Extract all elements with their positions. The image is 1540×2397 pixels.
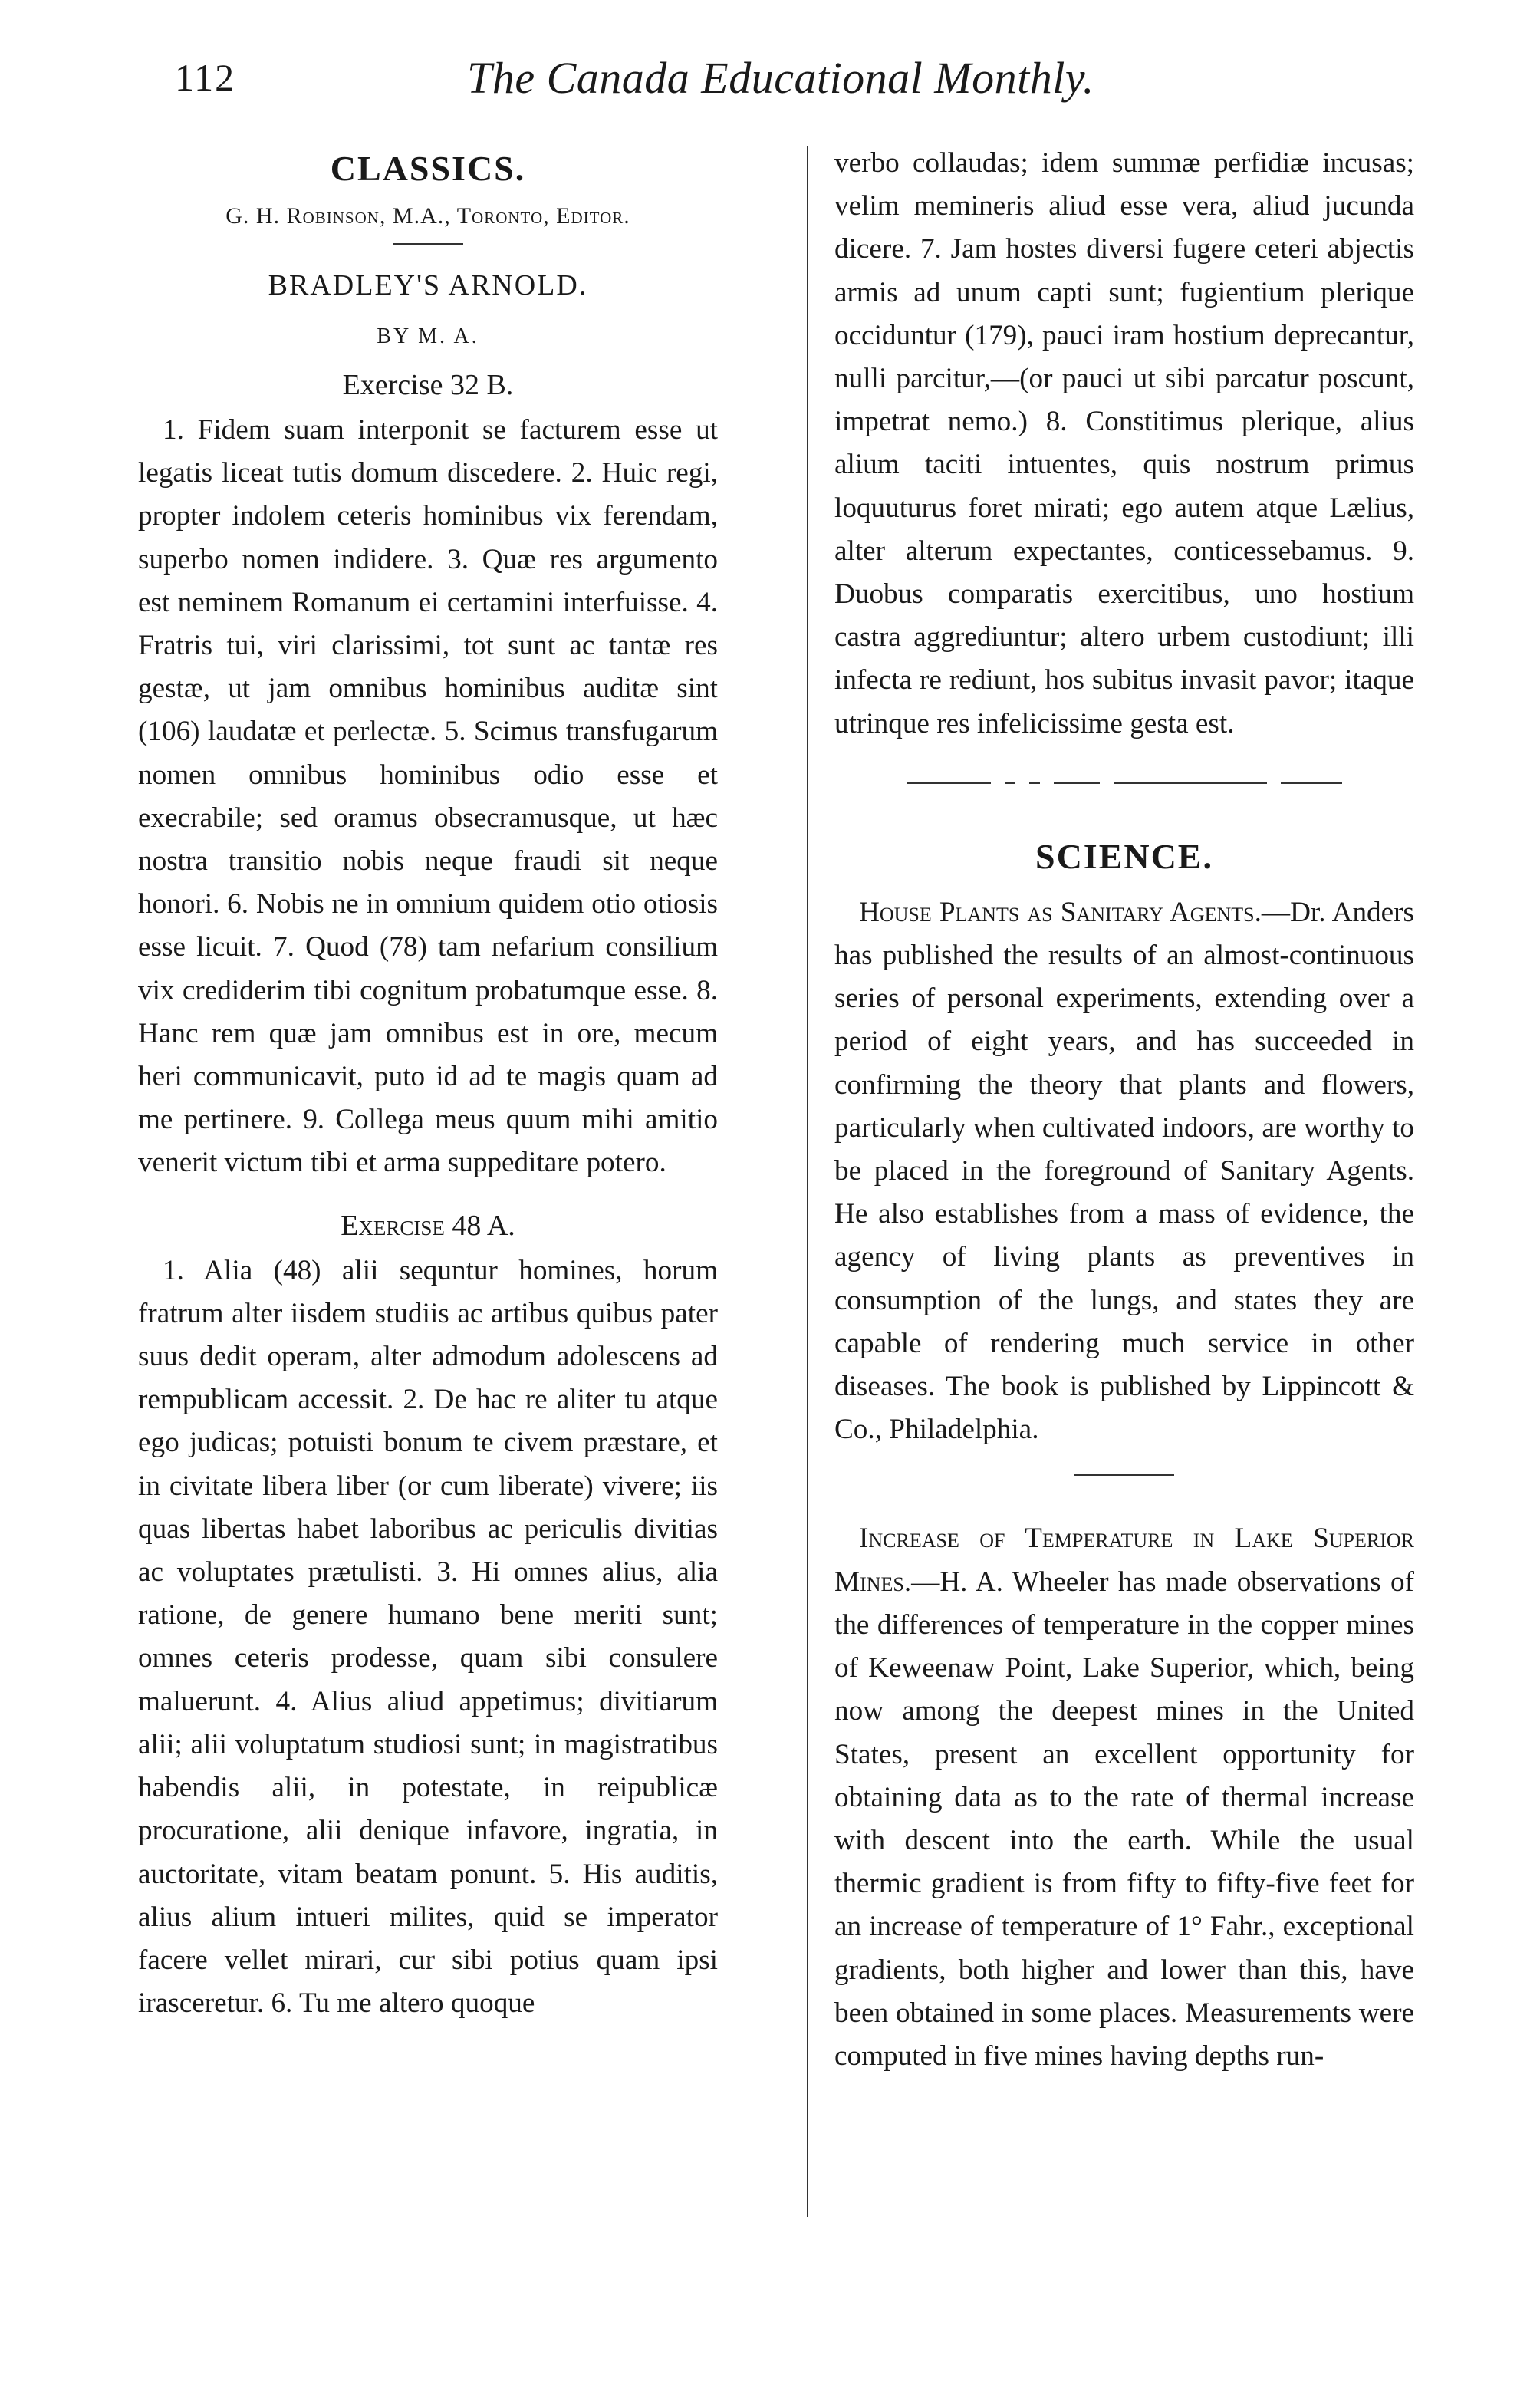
lake-superior-heading: Increase of Temperature in Lake Superior Mines. (834, 1523, 1414, 1598)
section-divider-rule (834, 782, 1414, 784)
science-section-title: SCIENCE. (1035, 836, 1213, 876)
lake-superior-text: —H. A. Wheeler has made observations of the differences of temperature in the copper mines of Keweenaw Point, Lake Superior, which, being now among the deepest mines in the United States, present an excellent opportunity for obtaining data as to the rate of thermal increase with descent into the earth. While the usual thermic gradient is from fifty to fifty-five feet for an increase of temperature of 1° Fahr., exceptional gradients, both higher and lower than this, have been obtained in some places. Measurements were computed in five mines having depths run- (834, 1566, 1414, 2072)
page-number: 112 (175, 56, 236, 99)
article-byline: BY M. A. (377, 324, 479, 348)
classics-editor-line: G. H. Robinson, M.A., Toronto, Editor. (225, 203, 630, 229)
lake-superior-article (834, 1517, 1414, 2078)
house-plants-heading: House Plants as Sanitary Agents. (859, 896, 1262, 928)
house-plants-article (834, 891, 1414, 1452)
classics-section-title: CLASSICS. (330, 149, 526, 188)
exercise-48a-continuation: verbo collaudas; idem summæ perfidiæ incusas; velim memineris aliud esse vera, aliud jucunda dicere. 7. Jam hostes diversi fugere ceteri abjectis armis ad unum capti sunt; fugientium plerique occiduntur (179), pauci iram hostium deprecantur, nulli parcitur,—(or pauci ut sibi parcatur poscunt, impetrat nemo.) 8. Constitimus plerique, alius alium taciti intuentes, quis nostrum primus loquuturus foret mirati; ego autem atque Lælius, alter alterum expectantes, conticessebamus. 9. Duobus comparatis exercitibus, uno hostium castra aggrediuntur; altero urbem custodiunt; illi infecta re rediunt, hos subitus invasit pavor; itaque utrinque res infelicissime gesta est. (834, 147, 1414, 739)
column-divider (807, 146, 808, 2217)
title-rule (393, 243, 463, 245)
exercise-32b-heading: Exercise 32 B. (342, 369, 514, 401)
exercise-48a-heading: Exercise 48 A. (341, 1209, 515, 1242)
journal-title: The Canada Educational Monthly. (467, 53, 1094, 103)
spacer (138, 1185, 718, 1202)
exercise-32b-text: 1. Fidem suam interponit se facturem esse ut legatis liceat tutis domum discedere. 2. Huic regi, propter indolem ceteris hominibus vix ferendam, superbo nomen indidere. 3. Quæ res argumento est neminem Romanum ei certamini interfuisse. 4. Fratris tui, viri clarissimi, tot sunt ac tantæ res gestæ, ut jam omnibus hominibus auditæ sint (106) laudatæ et perlectæ. 5. Scimus transfugarum nomen omnibus hominibus odio esse et execrabile; sed oramus obsecramusque, ut hæc nostra transitio nobis neque fraudi sit neque honori. 6. Nobis ne in omnium quidem otio otiosis esse licuit. 7. Quod (78) tam nefarium consilium vix crediderim tibi cognitum probatumque esse. 8. Hanc rem quæ jam omnibus est in ore, mecum heri communicavit, puto id ad te magis quam ad me pertinere. 9. Collega meus quum mihi amitio venerit victum tibi et arma suppeditare potero. (138, 414, 718, 1179)
right-column (834, 142, 1414, 2078)
running-head (175, 55, 1387, 117)
article-title: BRADLEY'S ARNOLD. (268, 269, 588, 301)
left-column (138, 142, 718, 2025)
house-plants-text: —Dr. Anders has published the results of an almost-continuous series of personal experiments, extending over a period of eight years, and has succeeded in confirming the theory that plants and flowers, particularly when cultivated indoors, are worthy to be placed in the foreground of Sanitary Agents. He also establishes from a mass of evidence, the agency of living plants as preventives in consumption of the lungs, and states they are capable of rendering much service in other diseases. The book is published by Lippincott & Co., Philadelphia. (834, 896, 1414, 1446)
article-divider-rule (1074, 1474, 1174, 1476)
exercise-48a-text: 1. Alia (48) alii sequntur homines, horum fratrum alter iisdem studiis ac artibus quibus pater suus dedit operam, alter admodum adolescens ad rempublicam accessit. 2. De hac re aliter tu atque ego judicas; potuisti bonum te civem præstare, et in civitate libera liber (or cum liberate) vivere; iis quas libertas habet laboribus ac periculis divitias ac voluptates prætulisti. 3. Hi omnes alius, alia ratione, de genere humano bene meriti sunt; omnes ceteris prodesse, quam sibi consulere maluerunt. 4. Alius aliud appetimus; divitiarum alii; alii voluptatum studiosi sunt; in magistratibus habendis alii, in potestate, in reipublicæ procuratione, alii denique infavore, ingratia, in auctoritate, vitam beatam ponunt. 5. His auditis, alius alium intueri milites, quid se imperator facere vellet mirari, cur sibi potius quam ipsi irasceretur. 6. Tu me altero quoque (138, 1254, 718, 2020)
